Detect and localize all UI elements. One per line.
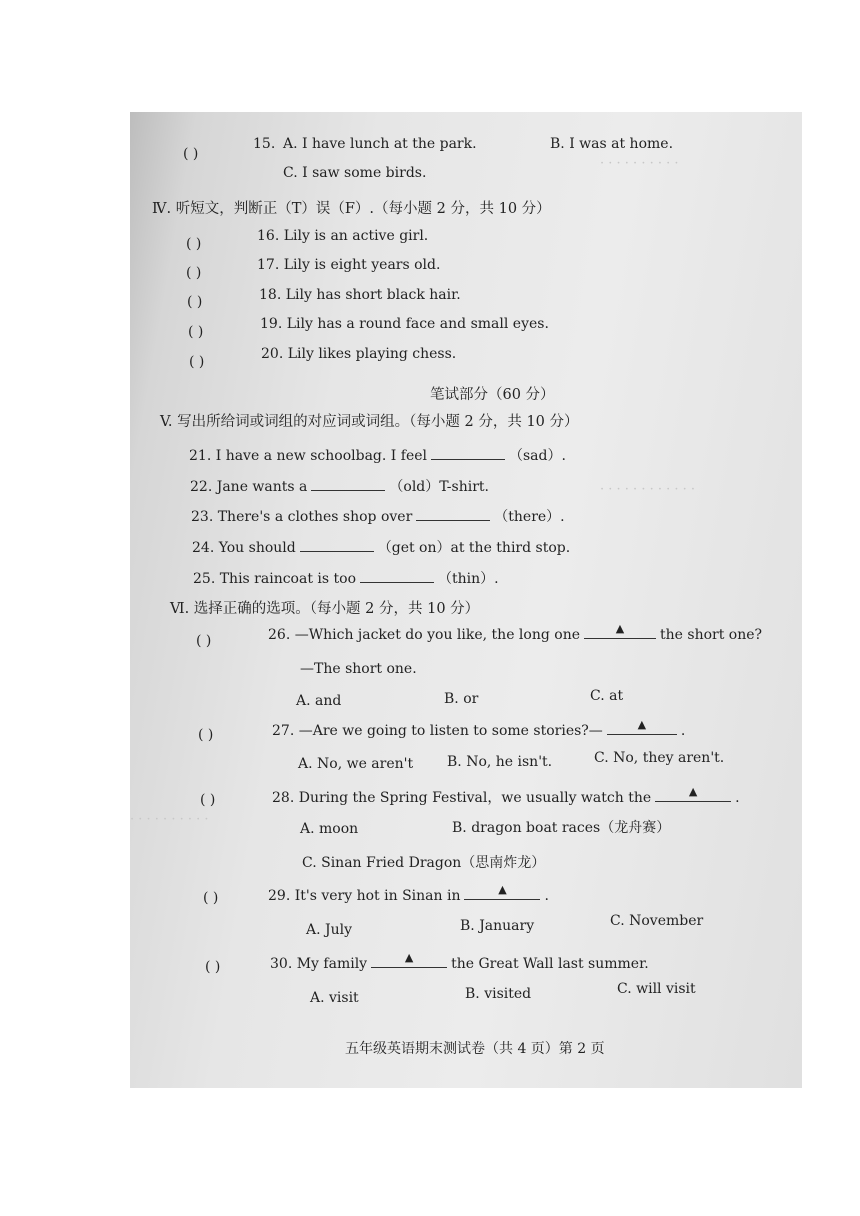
question-28-option-b: B. dragon boat races（龙舟赛） — [452, 820, 671, 836]
question-29-option-a: A. July — [306, 922, 353, 938]
section-5-title: V. 写出所给词或词组的对应词或词组。（每小题 2 分，共 10 分） — [160, 414, 579, 430]
question-30-text: 30. My family — [270, 956, 368, 972]
question-19: 19. Lily has a round face and small eyes. — [260, 316, 549, 332]
question-21-text: 21. I have a new schoolbag. I feel — [189, 448, 427, 464]
question-30-option-a: A. visit — [310, 990, 359, 1006]
question-16: 16. Lily is an active girl. — [257, 228, 429, 244]
question-15-option-a: A. I have lunch at the park. — [283, 136, 477, 152]
triangle-marker: ▲ — [498, 883, 507, 896]
question-21 — [189, 445, 566, 465]
answer-blank — [300, 539, 374, 552]
answer-blank — [584, 622, 656, 639]
triangle-marker: ▲ — [404, 951, 414, 964]
question-23-hint: （there）. — [494, 509, 565, 525]
question-15-option-c: C. I saw some birds. — [283, 165, 427, 181]
question-24-text: 24. You should — [192, 540, 296, 556]
question-29 — [268, 883, 549, 904]
question-15-number: 15. — [253, 136, 276, 152]
answer-bracket: ( ) — [187, 294, 203, 310]
question-26 — [268, 622, 763, 643]
question-26-text: 26. —Which jacket do you like, the long one — [268, 627, 580, 643]
question-22 — [190, 476, 489, 496]
question-18: 18. Lily has short black hair. — [259, 287, 461, 303]
answer-bracket: ( ) — [183, 146, 199, 162]
answer-blank — [431, 447, 505, 460]
question-27-option-c: C. No, they aren't. — [594, 750, 725, 766]
question-15-option-b: B. I was at home. — [550, 136, 674, 152]
question-27-option-b: B. No, he isn't. — [447, 754, 553, 770]
question-24 — [192, 537, 570, 557]
section-6-title: Ⅵ. 选择正确的选项。（每小题 2 分，共 10 分） — [170, 601, 480, 617]
question-20: 20. Lily likes playing chess. — [261, 346, 457, 362]
question-29-option-c: C. November — [610, 913, 704, 929]
triangle-marker: ▲ — [615, 622, 625, 635]
question-28-option-a: A. moon — [300, 821, 359, 837]
question-26-option-a: A. and — [296, 693, 342, 709]
question-30-text-end: the Great Wall last summer. — [451, 956, 649, 972]
question-24-hint: （get on）at the third stop. — [377, 540, 571, 556]
question-28-text-end: . — [735, 790, 740, 806]
question-23 — [191, 506, 565, 526]
answer-bracket: ( ) — [203, 890, 219, 906]
question-23-text: 23. There's a clothes shop over — [191, 509, 413, 525]
answer-blank — [607, 718, 677, 735]
question-21-hint: （sad）. — [509, 448, 566, 464]
question-28 — [272, 787, 740, 807]
question-28-text: 28. During the Spring Festival，we usually watch the — [272, 790, 652, 806]
answer-blank — [311, 478, 385, 491]
answer-bracket: ( ) — [200, 792, 216, 808]
answer-bracket: ( ) — [186, 265, 202, 281]
question-30 — [270, 951, 649, 972]
written-part-title: 笔试部分（60 分） — [430, 387, 555, 403]
question-22-hint: （old）T-shirt. — [389, 479, 489, 495]
answer-bracket: ( ) — [186, 236, 202, 252]
question-27-text: 27. —Are we going to listen to some stories?— — [272, 723, 603, 739]
question-29-text: 29. It's very hot in Sinan in — [268, 888, 461, 904]
section-4-title: Ⅳ. 听短文，判断正（T）误（F）.（每小题 2 分，共 10 分） — [152, 201, 551, 217]
question-28-option-c: C. Sinan Fried Dragon（思南炸龙） — [302, 855, 546, 871]
question-25-hint: （thin）. — [438, 571, 499, 587]
question-26-answer-line: —The short one. — [300, 661, 417, 677]
answer-bracket: ( ) — [196, 633, 212, 649]
question-22-text: 22. Jane wants a — [190, 479, 308, 495]
answer-bracket: ( ) — [189, 354, 205, 370]
question-30-option-c: C. will visit — [617, 981, 696, 997]
answer-bracket: ( ) — [188, 324, 204, 340]
triangle-marker: ▲ — [688, 785, 698, 798]
bleed-through-text: · · · · · · · · · · · · — [600, 482, 696, 497]
page-footer: 五年级英语期末测试卷（共 4 页）第 2 页 — [345, 1041, 605, 1057]
answer-blank — [371, 951, 447, 968]
question-25 — [193, 568, 499, 588]
answer-bracket: ( ) — [205, 959, 221, 975]
question-25-text: 25. This raincoat is too — [193, 571, 357, 587]
question-17: 17. Lily is eight years old. — [257, 257, 441, 273]
triangle-marker: ▲ — [637, 718, 647, 731]
question-26-text-end: the short one? — [660, 627, 763, 643]
question-27-option-a: A. No, we aren't — [298, 756, 414, 772]
bleed-through-text: · · · · · · · · · · — [130, 812, 209, 827]
question-26-option-b: B. or — [444, 691, 479, 707]
question-27-text-end: . — [680, 723, 686, 739]
answer-blank — [416, 508, 490, 521]
answer-blank — [655, 785, 731, 802]
bleed-through-text: · · · · · · · · · · — [600, 156, 679, 171]
answer-bracket: ( ) — [198, 727, 214, 743]
answer-blank — [360, 570, 434, 583]
question-26-option-c: C. at — [590, 688, 624, 704]
question-30-option-b: B. visited — [465, 986, 532, 1002]
question-29-option-b: B. January — [460, 918, 535, 934]
answer-blank — [464, 883, 540, 900]
question-27 — [272, 718, 686, 739]
question-29-text-end: . — [544, 888, 549, 904]
